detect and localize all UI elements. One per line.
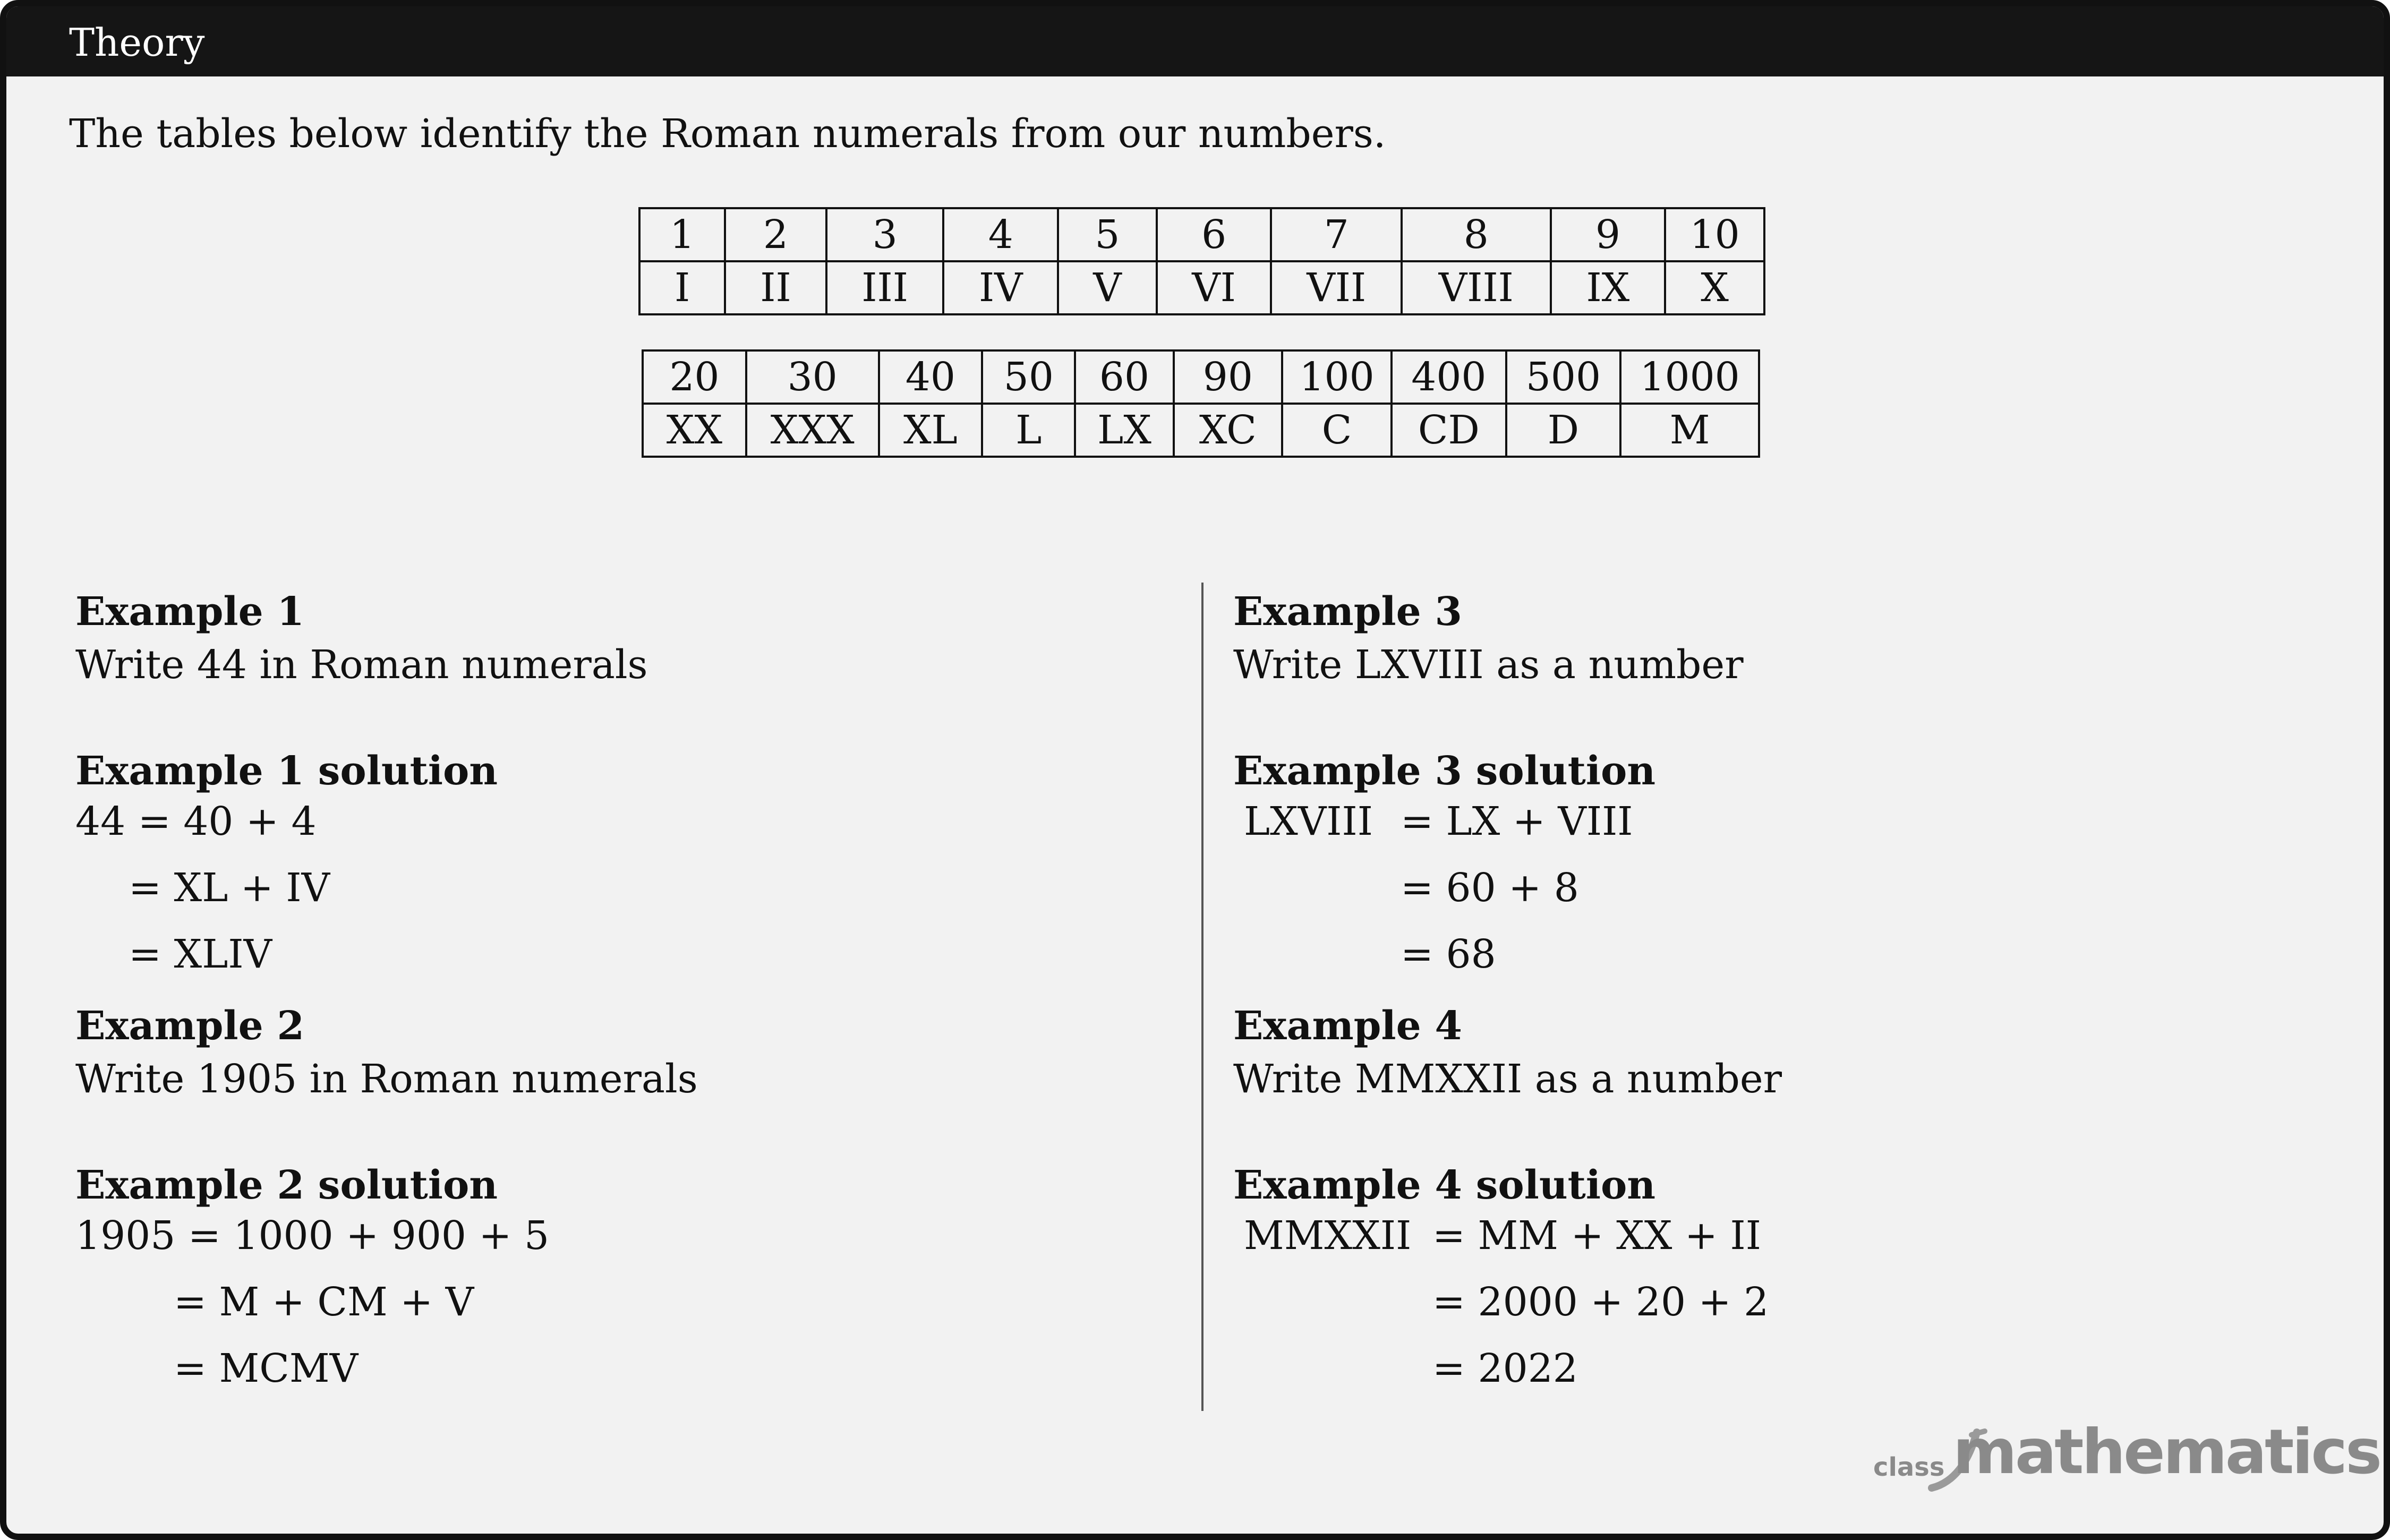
example-3-step-2: = 60 + 8	[1401, 865, 1579, 911]
cmath-logo	[1873, 1416, 2380, 1496]
roman-cell: L	[982, 404, 1075, 457]
example-4-step-1-rhs: = MM + XX + II	[1432, 1213, 1761, 1259]
roman-cell: LX	[1075, 404, 1173, 457]
number-cell: 6	[1157, 208, 1271, 261]
roman-cell: VIII	[1402, 261, 1550, 314]
roman-cell: C	[1282, 404, 1392, 457]
step-rhs: = 40 + 4	[138, 799, 317, 844]
number-cell: 40	[879, 350, 983, 404]
step-lhs: 44	[75, 799, 126, 844]
example-1-step-3: = XLIV	[129, 931, 272, 977]
number-cell: 90	[1174, 350, 1282, 404]
example-4-title: Example 4	[1233, 1003, 1462, 1049]
example-2-step-3: = MCMV	[174, 1346, 358, 1391]
example-3-solution-title: Example 3 solution	[1233, 748, 1656, 794]
roman-cell: VII	[1271, 261, 1402, 314]
number-cell: 60	[1075, 350, 1173, 404]
example-2-solution-title: Example 2 solution	[75, 1162, 498, 1208]
example-3-step-3: = 68	[1401, 931, 1496, 977]
example-1-step-2: = XL + IV	[129, 865, 330, 911]
number-cell: 8	[1402, 208, 1550, 261]
romans-row	[643, 404, 1759, 457]
example-2-question: Write 1905 in Roman numerals	[75, 1056, 698, 1102]
example-1-step-1	[75, 795, 317, 848]
number-cell: 30	[746, 350, 879, 404]
roman-cell: M	[1620, 404, 1759, 457]
roman-table-units	[638, 207, 1765, 315]
number-cell: 500	[1506, 350, 1621, 404]
roman-cell: XC	[1174, 404, 1282, 457]
roman-cell: IX	[1551, 261, 1666, 314]
number-cell: 7	[1271, 208, 1402, 261]
logo-small-text: class	[1873, 1452, 1945, 1482]
example-1-title: Example 1	[75, 589, 304, 635]
roman-table-larger	[642, 349, 1760, 458]
number-cell: 20	[643, 350, 746, 404]
step-lhs: 1905	[75, 1213, 176, 1259]
numbers-row	[643, 350, 1759, 404]
example-3-question: Write LXVIII as a number	[1233, 642, 1744, 688]
example-1-solution-title: Example 1 solution	[75, 748, 498, 794]
number-cell: 50	[982, 350, 1075, 404]
roman-cell: V	[1058, 261, 1157, 314]
step-rhs: = 1000 + 900 + 5	[187, 1213, 550, 1259]
number-cell: 1	[639, 208, 725, 261]
example-4-solution-title: Example 4 solution	[1233, 1162, 1656, 1208]
roman-cell: VI	[1157, 261, 1271, 314]
example-2-step-2: = M + CM + V	[174, 1279, 474, 1325]
roman-cell: D	[1506, 404, 1621, 457]
example-4-step-3: = 2022	[1432, 1346, 1578, 1391]
example-4-step-2: = 2000 + 20 + 2	[1432, 1279, 1769, 1325]
roman-cell: XXX	[746, 404, 879, 457]
number-cell: 400	[1392, 350, 1506, 404]
number-cell: 4	[943, 208, 1058, 261]
roman-cell: XL	[879, 404, 983, 457]
example-2-title: Example 2	[75, 1003, 304, 1049]
example-2-step-1	[75, 1209, 549, 1262]
example-3-step-1-rhs: = LX + VIII	[1401, 799, 1633, 844]
column-divider	[1201, 583, 1203, 1411]
example-1-question: Write 44 in Roman numerals	[75, 642, 648, 688]
number-cell: 1000	[1620, 350, 1759, 404]
number-cell: 100	[1282, 350, 1392, 404]
example-3-title: Example 3	[1233, 589, 1462, 635]
roman-cell: X	[1665, 261, 1764, 314]
example-3-step-1-lhs: LXVIII	[1244, 799, 1373, 844]
number-cell: 9	[1551, 208, 1666, 261]
roman-cell: II	[725, 261, 826, 314]
header-title: Theory	[69, 20, 205, 65]
logo-main-text: mathematics	[1953, 1416, 2380, 1488]
number-cell: 5	[1058, 208, 1157, 261]
numbers-row	[639, 208, 1764, 261]
header-bar	[6, 6, 2384, 76]
example-4-question: Write MMXXII as a number	[1233, 1056, 1782, 1102]
number-cell: 10	[1665, 208, 1764, 261]
example-4-step-1-lhs: MMXXII	[1244, 1213, 1412, 1259]
romans-row	[639, 261, 1764, 314]
roman-cell: III	[826, 261, 944, 314]
roman-cell: I	[639, 261, 725, 314]
roman-cell: XX	[643, 404, 746, 457]
number-cell: 2	[725, 208, 826, 261]
roman-cell: IV	[943, 261, 1058, 314]
intro-text: The tables below identify the Roman numerals from our numbers.	[69, 111, 1386, 157]
roman-cell: CD	[1392, 404, 1506, 457]
number-cell: 3	[826, 208, 944, 261]
